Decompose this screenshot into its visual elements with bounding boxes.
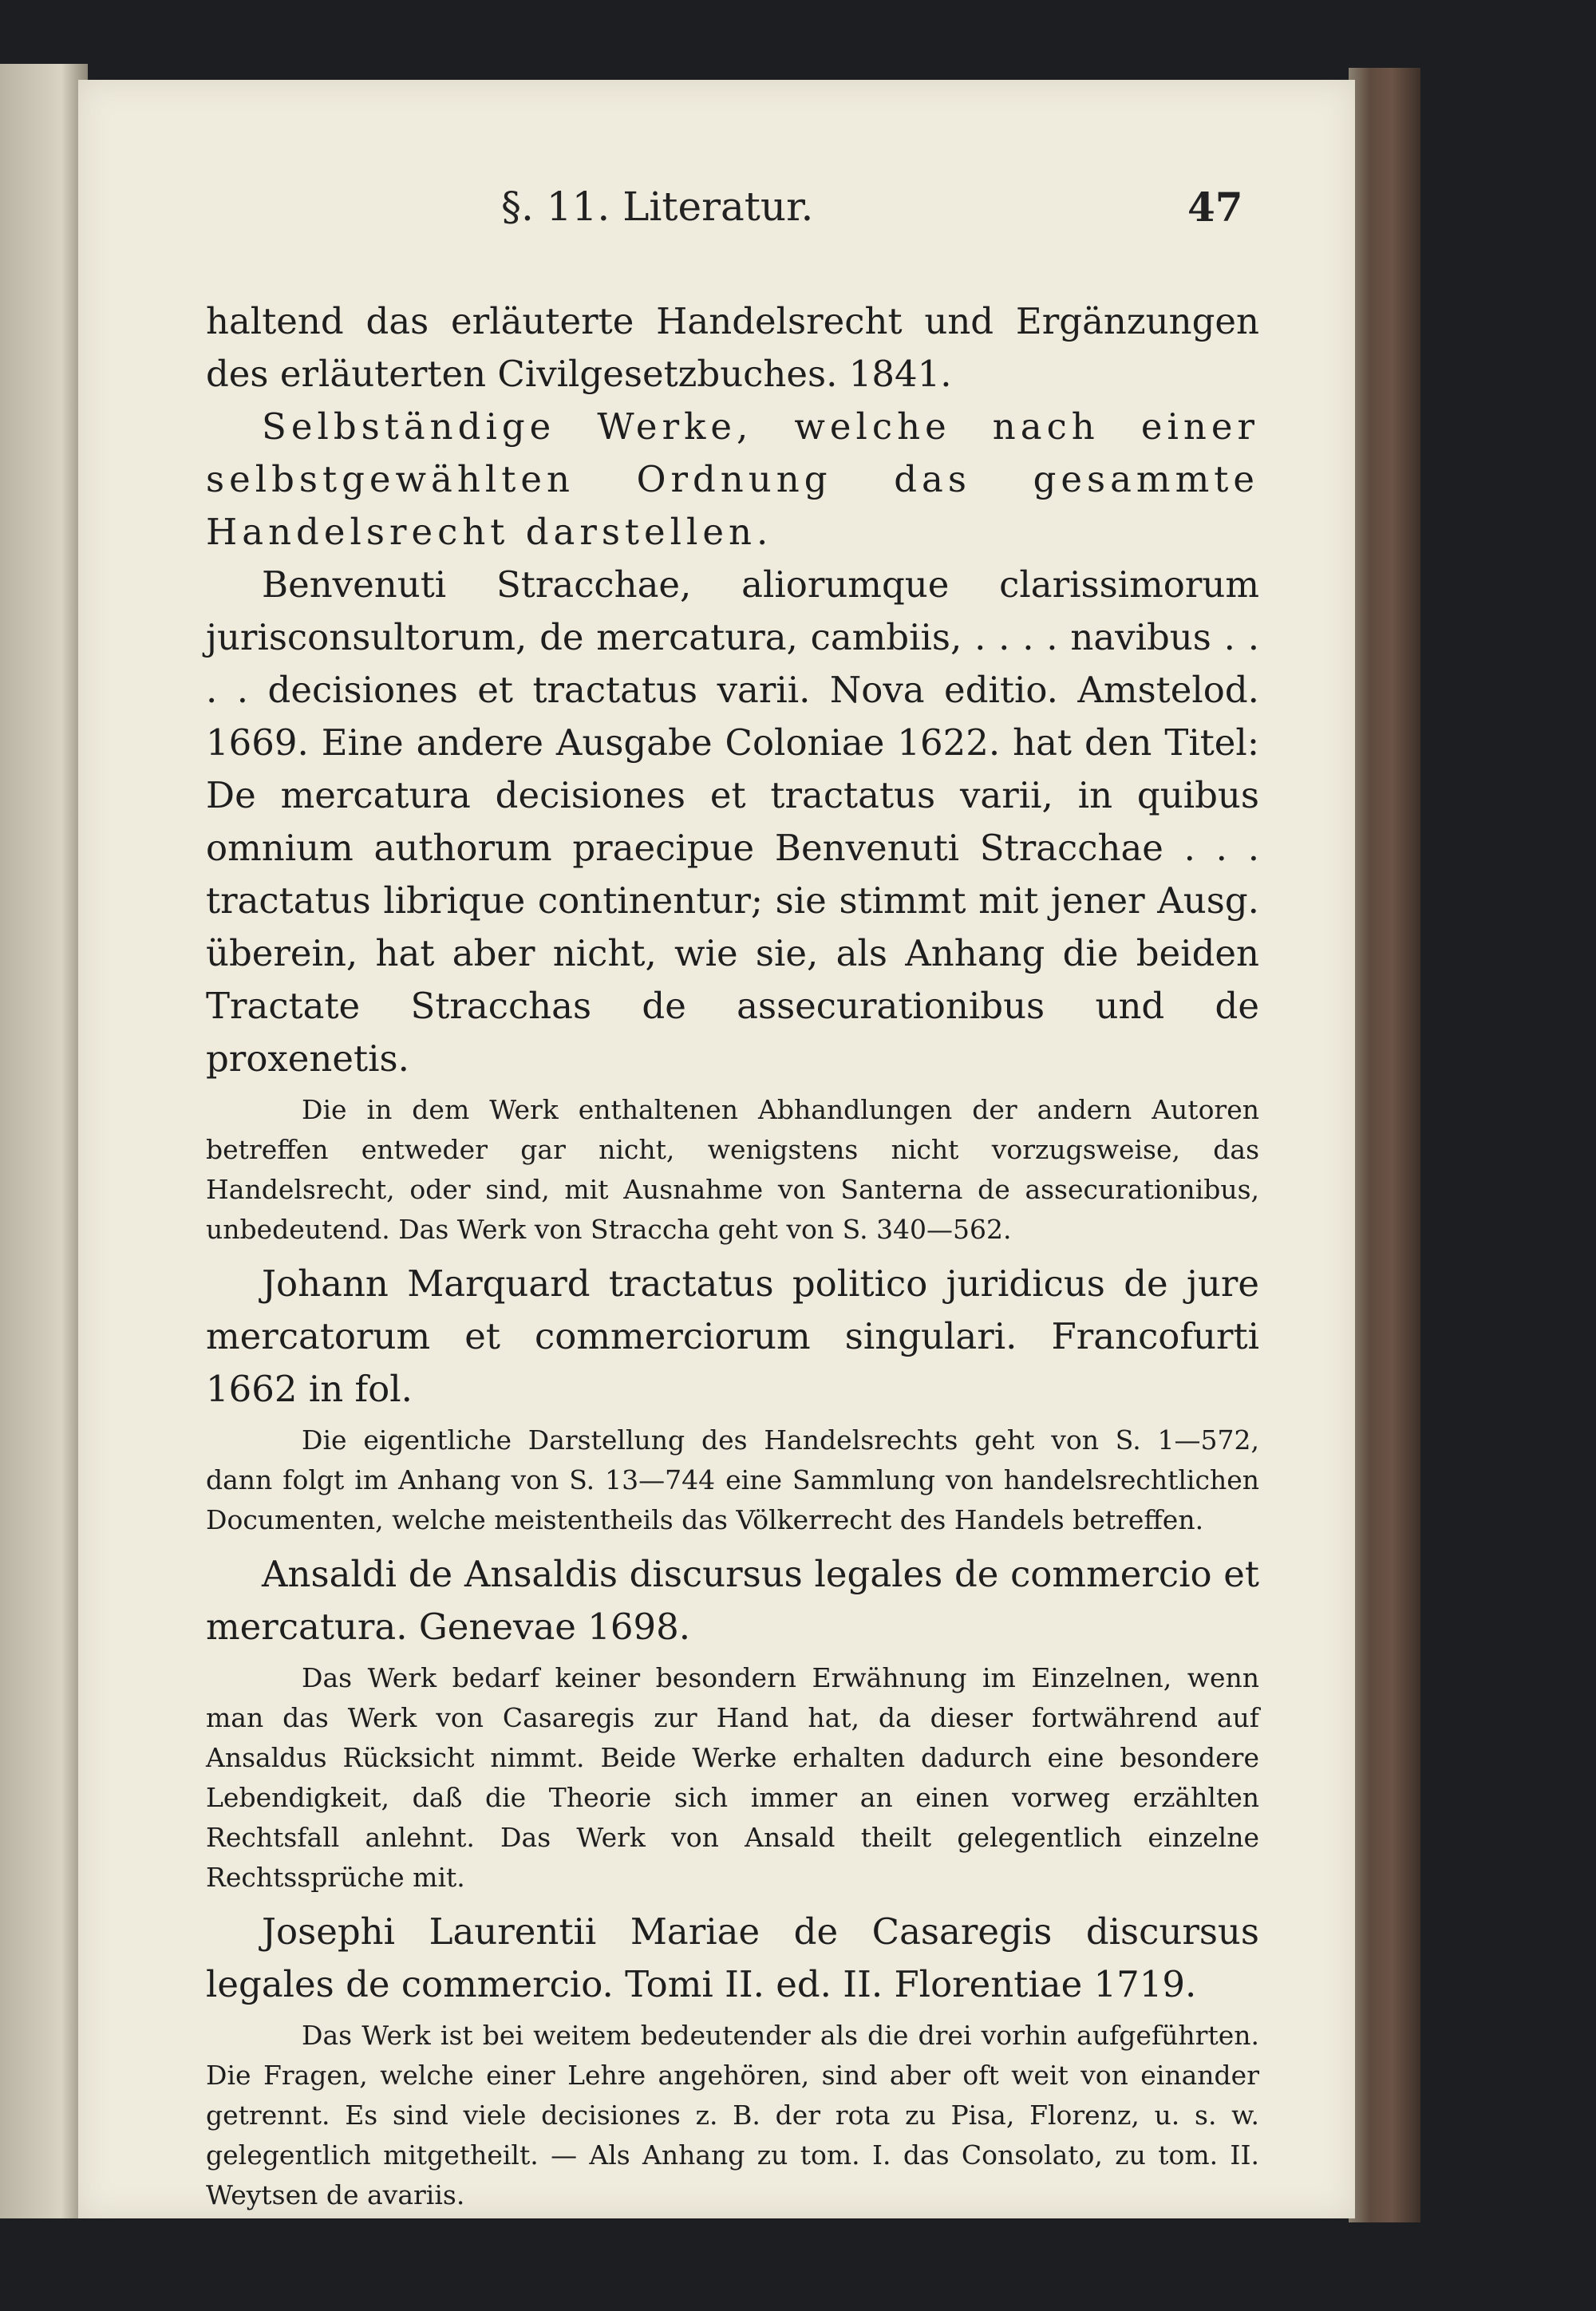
facing-page-edge	[0, 64, 88, 2218]
note-straccha: Die in dem Werk enthaltenen Abhandlungen der andern Autoren betreffen entweder gar nicht, wenigstens nicht vorzugsweise, das Handelsrecht, oder sind, mit Ausnahme von Santerna de assecurationibus, unbedeutend. Das Werk von Straccha geht von S. 340—562.	[206, 1094, 1259, 1245]
entry-marquard: Johann Marquard tractatus politico juridicus de jure mercatorum et commerciorum singulari. Francofurti 1662 in fol.	[206, 1262, 1259, 1410]
note-ansaldi: Das Werk bedarf keiner besondern Erwähnung im Einzelnen, wenn man das Werk von Casaregis zur Hand hat, da dieser fortwährend auf Ansaldus Rücksicht nimmt. Beide Werke erhalten dadurch eine besondere Lebendigkeit, daß die Theorie sich immer an einen vorweg erzählten Rechtsfall anlehnt. Das Werk von Ansald theilt gelegentlich einzelne Rechtssprüche mit.	[206, 1662, 1259, 1893]
page-body	[206, 295, 1259, 2223]
note-casaregis: Das Werk ist bei weitem bedeutender als die drei vorhin aufgeführten. Die Fragen, welche einer Lehre angehören, sind aber oft weit von einander getrennt. Es sind viele decisiones z. B. der rota zu Pisa, Florenz, u. s. w. gelegentlich mitgetheilt. — Als Anhang zu tom. I. das Consolato, zu tom. II. Weytsen de avariis.	[206, 2020, 1259, 2210]
running-title: §. 11. Literatur.	[501, 184, 814, 230]
entry-casaregis: Josephi Laurentii Mariae de Casaregis discursus legales de commercio. Tomi II. ed. II. Florentiae 1719.	[206, 1910, 1259, 2005]
entry-ansaldi: Ansaldi de Ansaldis discursus legales de commercio et mercatura. Genevae 1698.	[206, 1553, 1259, 1648]
page-header	[78, 184, 1355, 247]
book-page	[78, 80, 1355, 2218]
entry-straccha: Benvenuti Stracchae, aliorumque clarissimorum jurisconsultorum, de mercatura, cambiis, . . . . navibus . . . . decisiones et tractatus varii. Nova editio. Amstelod. 1669. Eine andere Ausgabe Coloniae 1622. hat den Titel: De mercatura decisiones et tractatus varii, in quibus omnium authorum praecipue Benvenuti Stracchae . . . tractatus librique continentur; sie stimmt mit jener Ausg. überein, hat aber nicht, wie sie, als Anhang die beiden Tractate Stracchas de assecurationibus und de proxenetis.	[206, 563, 1259, 1080]
paragraph-continuation: haltend das erläuterte Handelsrecht und Ergänzungen des erläuterten Civilgesetzbuches. 1841.	[206, 300, 1259, 395]
book-spine	[1349, 68, 1420, 2222]
note-marquard: Die eigentliche Darstellung des Handelsrechts geht von S. 1—572, dann folgt im Anhang von S. 13—744 eine Sammlung von handelsrechtlichen Documenten, welche meistentheils das Völkerrecht des Handels betreffen.	[206, 1424, 1259, 1535]
page-number: 47	[1187, 184, 1243, 231]
section-heading: Selbständige Werke, welche nach einer selbstgewählten Ordnung das gesammte Handelsrecht darstellen.	[206, 405, 1259, 553]
